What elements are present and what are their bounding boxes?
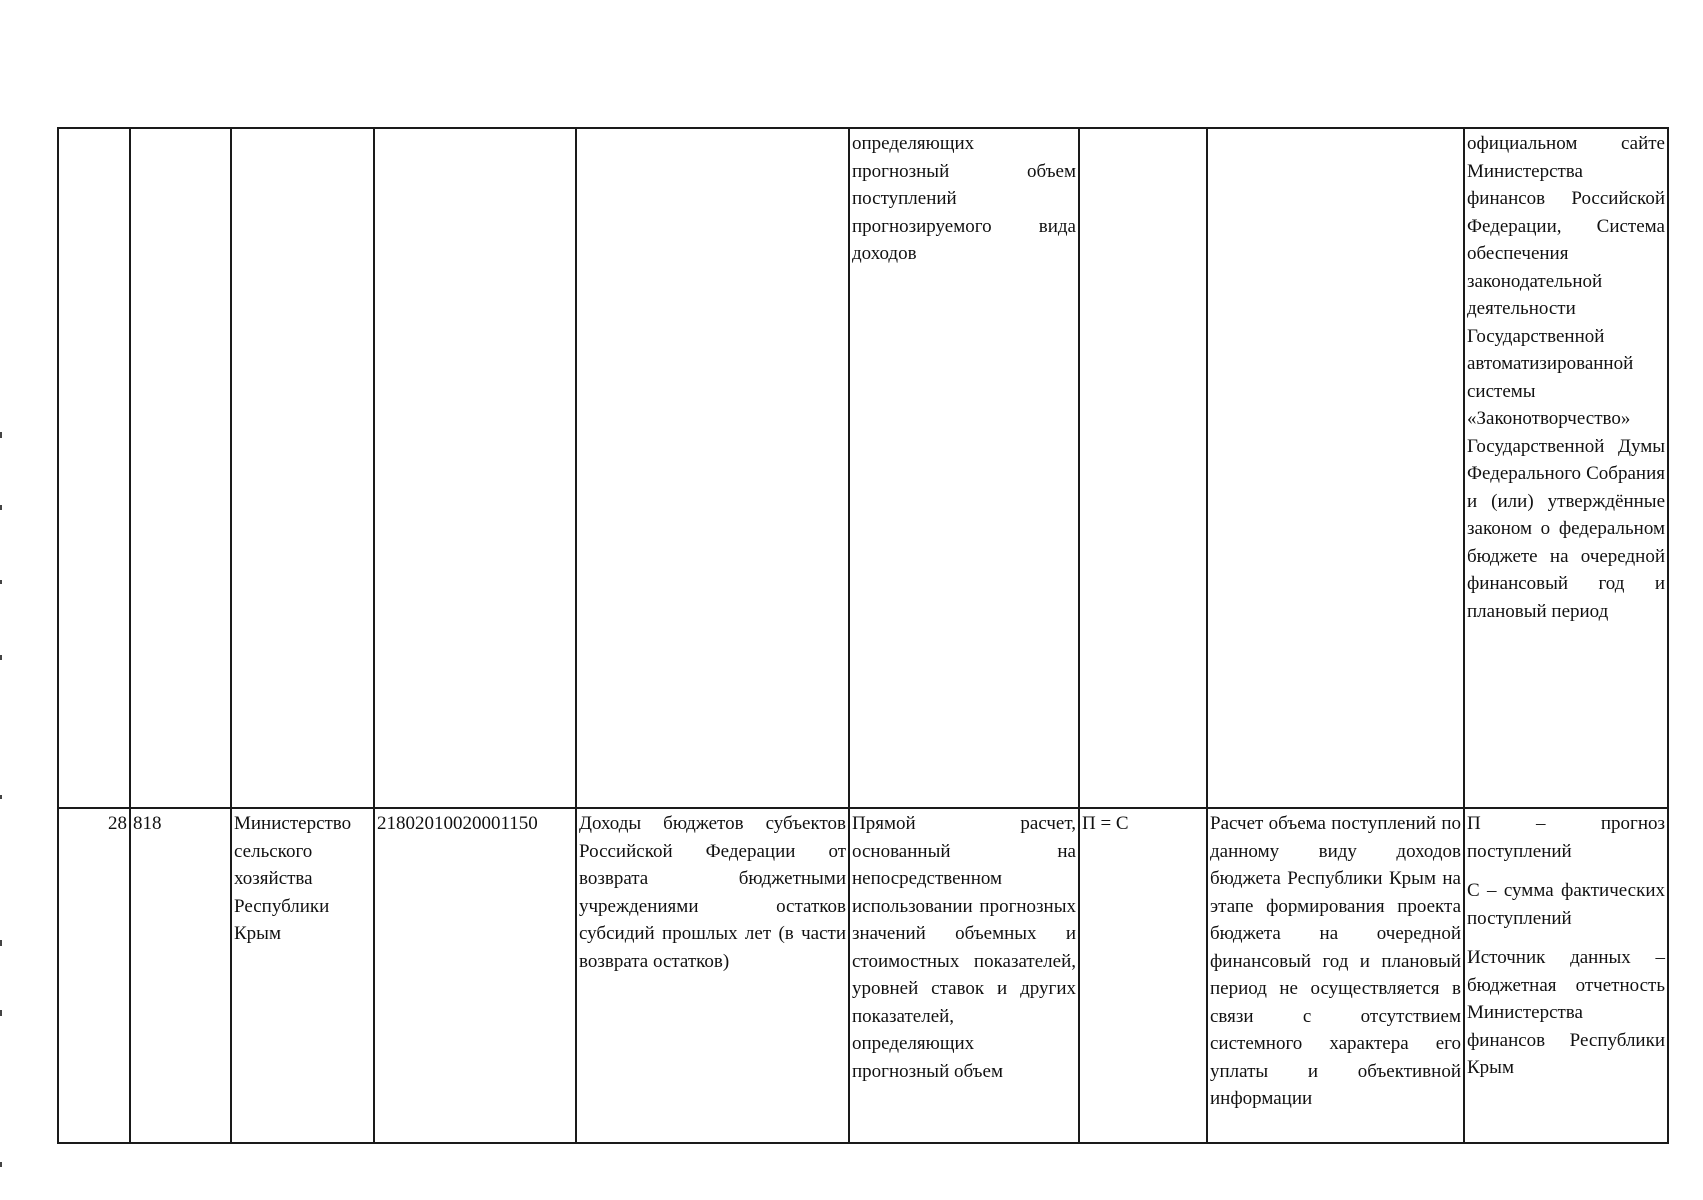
table-row <box>58 128 1668 808</box>
cell-formula: П = С <box>1079 808 1207 1143</box>
document-page <box>57 127 1667 1142</box>
cell-indicators <box>1464 808 1668 1143</box>
cell-admin-code-continued <box>130 128 231 808</box>
income-forecast-table <box>57 127 1669 1144</box>
cell-algorithm-continued <box>1207 128 1464 808</box>
scan-mark <box>0 505 2 510</box>
cell-admin-name: Министерство сельского хозяйства Республики Крым <box>231 808 374 1143</box>
cell-formula-continued <box>1079 128 1207 808</box>
cell-income-name: Доходы бюджетов субъектов Российской Федерации от возврата бюджетными учреждениями остатков субсидий прошлых лет (в части возврата остатков) <box>576 808 849 1143</box>
indicator-data-source: Источник данных – бюджетная отчетность Министерства финансов Республики Крым <box>1467 947 1665 1078</box>
cell-row-number: 28 <box>58 808 130 1143</box>
scan-mark <box>0 432 2 438</box>
cell-source-continued: официальном сайте Министерства финансов Российской Федерации, Система обеспечения законодательной деятельности Государственной автоматизированной системы «Законотворчество» Государственной Думы Федерального Собрания и (или) утверждённые законом о федеральном бюджете на очередной финансовый год и плановый период <box>1464 128 1668 808</box>
cell-admin-code: 818 <box>130 808 231 1143</box>
cell-method-continued: определяющих прогнозный объем поступлений прогнозируемого вида доходов <box>849 128 1079 808</box>
indicator-forecast: П – прогноз поступлений <box>1467 813 1665 862</box>
cell-number-continued <box>58 128 130 808</box>
scan-mark <box>0 1162 2 1167</box>
scan-mark <box>0 1010 2 1016</box>
cell-algorithm: Расчет объема поступлений по данному виду доходов бюджета Республики Крым на этапе формирования проекта бюджета на очередной финансовый год и плановый период не осуществляется в связи с отсутствием системного характера его уплаты и объективной информации <box>1207 808 1464 1143</box>
cell-kbk-continued <box>374 128 576 808</box>
cell-admin-name-continued <box>231 128 374 808</box>
cell-income-name-continued <box>576 128 849 808</box>
scan-mark <box>0 655 2 660</box>
cell-method: Прямой расчет, основанный на непосредственном использовании прогнозных значений объемных и стоимостных показателей, уровней ставок и других показателей, определяющих прогнозный объем <box>849 808 1079 1143</box>
scan-mark <box>0 795 2 799</box>
scan-mark <box>0 940 2 946</box>
indicator-actual-sum: С – сумма фактических поступлений <box>1467 880 1665 929</box>
cell-kbk: 21802010020001150 <box>374 808 576 1143</box>
table-row <box>58 808 1668 1143</box>
scan-mark <box>0 580 2 584</box>
